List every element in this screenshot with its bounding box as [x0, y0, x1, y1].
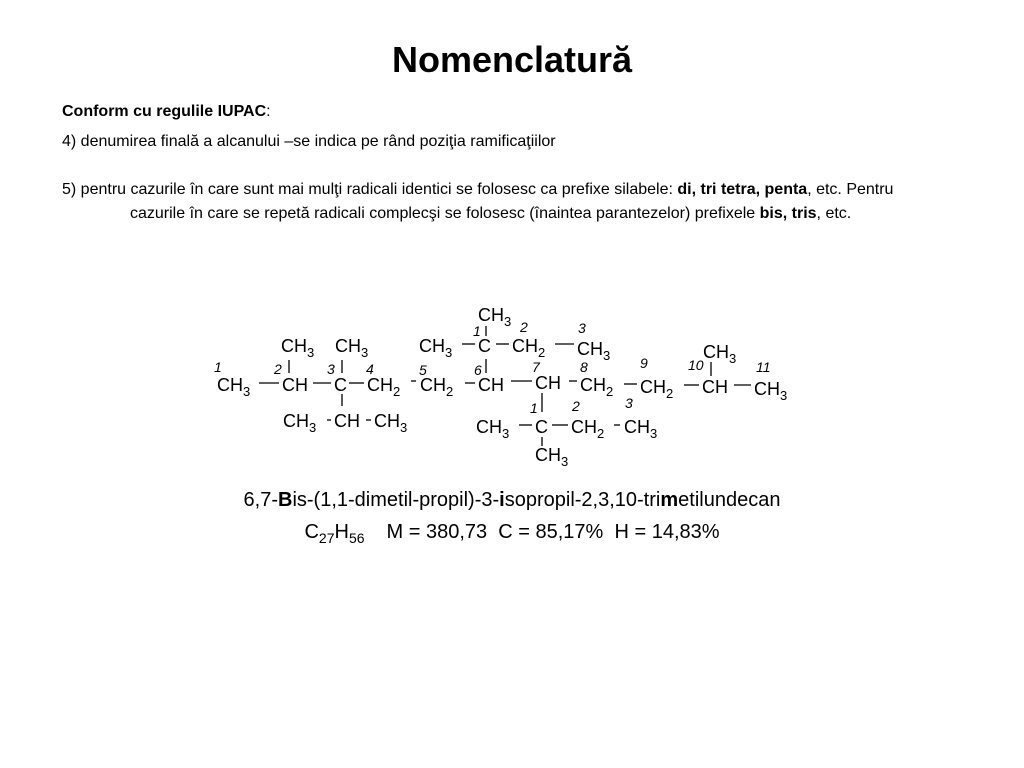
rule-5-prefixes: di, tri tetra, penta — [677, 181, 808, 198]
molecular-data — [0, 518, 1024, 552]
isopropyl-ch3-left: $CH_3$ — [283, 411, 317, 435]
locant-2: 2 — [274, 361, 282, 377]
hydrogen-percentage: H = 14,83% — [614, 521, 720, 543]
main-c9-ch2: $CH_2$ — [640, 377, 674, 401]
compound-name-bold-m: m — [660, 489, 679, 511]
main-c4-ch2: $CH_2$ — [367, 375, 401, 399]
formula-carbon-symbol: C — [304, 521, 319, 543]
main-c7-ch: CH — [535, 373, 561, 393]
rule-5-text-1: 5) pentru cazurile în care sunt mai mulţi radicali identici se folosesc ca prefixe silabele: — [62, 181, 678, 198]
compound-name-part-3: sopropil-2,3,10-tri — [504, 489, 661, 511]
formula-hydrogen-symbol: H — [334, 521, 349, 543]
iupac-heading-colon: : — [266, 103, 271, 120]
group-ch3-lower-right: $CH_3$ — [624, 417, 658, 441]
main-c6-ch: CH — [478, 375, 504, 395]
locant-3: 3 — [327, 361, 335, 377]
structural-formula — [0, 296, 1024, 476]
locant-6: 6 — [474, 362, 482, 378]
compound-name-bold-i: i — [499, 489, 505, 511]
compound-name-part-1: 6,7- — [243, 489, 278, 511]
main-c2-ch: CH — [282, 375, 308, 395]
iupac-heading-text: Conform cu regulile IUPAC — [62, 103, 267, 120]
group-ch3-upper-right: $CH_3$ — [577, 339, 611, 363]
upper-branch-locant-2: 2 — [520, 319, 528, 335]
group-ch3-top: $CH_3$ — [478, 305, 512, 329]
atom-c-upper: C — [478, 336, 491, 356]
rules-text — [62, 100, 952, 226]
locant-9: 9 — [640, 355, 648, 371]
upper-branch-locant-1: 1 — [473, 323, 481, 339]
compound-name-bold-b: B — [278, 489, 293, 511]
group-ch3-lower-left: $CH_3$ — [476, 417, 510, 441]
group-ch3-bottom: $CH_3$ — [535, 445, 569, 469]
main-c10-ch: CH — [702, 377, 728, 397]
group-ch3-on-c2: $CH_3$ — [281, 336, 315, 360]
locant-4: 4 — [366, 361, 374, 377]
rule-4: 4) denumirea finală a alcanului –se indica pe rând poziţia ramificaţiilor — [62, 133, 556, 150]
iupac-heading — [62, 100, 952, 124]
main-c5-ch2: $CH_2$ — [420, 375, 454, 399]
main-c8-ch2: $CH_2$ — [580, 375, 614, 399]
lower-branch-locant-1: 1 — [530, 400, 538, 416]
rule-5 — [62, 178, 952, 226]
molar-mass: M = 380,73 — [386, 521, 488, 543]
rule-5-text-2: , etc. Pentru cazurile în care se repetă radicali complecşi se folosesc (înaintea parantezelor) prefixele — [130, 181, 894, 222]
group-ch3-upper-left: $CH_3$ — [419, 336, 453, 360]
locant-7: 7 — [532, 359, 540, 375]
isopropyl-ch: CH — [334, 411, 360, 431]
main-c3-c: C — [334, 375, 347, 395]
slide-title: Nomenclatură — [391, 39, 633, 80]
locant-11: 11 — [756, 359, 771, 375]
group-ch3-on-c3: $CH_3$ — [335, 336, 369, 360]
locant-5: 5 — [419, 362, 427, 378]
carbon-percentage: C = 85,17% — [498, 521, 604, 543]
atom-c-lower: C — [535, 417, 548, 437]
rule-5-complex-prefixes: bis, tris — [759, 205, 817, 222]
lower-branch-locant-2: 2 — [572, 398, 580, 414]
main-c11-ch3: $CH_3$ — [754, 379, 788, 403]
group-ch2-upper: $CH_2$ — [512, 336, 546, 360]
compound-name — [0, 487, 1024, 513]
locant-10: 10 — [688, 357, 704, 373]
locant-1: 1 — [214, 359, 222, 375]
group-ch2-lower: $CH_2$ — [571, 417, 605, 441]
isopropyl-ch3-right: $CH_3$ — [374, 411, 408, 435]
group-ch3-on-c10: $CH_3$ — [703, 342, 737, 366]
formula-hydrogen-count: 56 — [348, 530, 365, 546]
molecular-formula — [304, 521, 365, 546]
rule-5-text-3: , etc. — [816, 205, 852, 222]
structural-formula-drawing — [0, 296, 1024, 476]
compound-name-part-2: is-(1,1-dimetil-propil)-3- — [292, 489, 500, 511]
locant-8: 8 — [580, 359, 588, 375]
main-c1-ch3: $CH_3$ — [217, 375, 251, 399]
upper-branch-locant-3: 3 — [578, 320, 586, 336]
lower-branch-locant-3: 3 — [625, 395, 633, 411]
compound-name-part-4: etilundecan — [678, 489, 781, 511]
formula-carbon-count: 27 — [318, 530, 335, 546]
